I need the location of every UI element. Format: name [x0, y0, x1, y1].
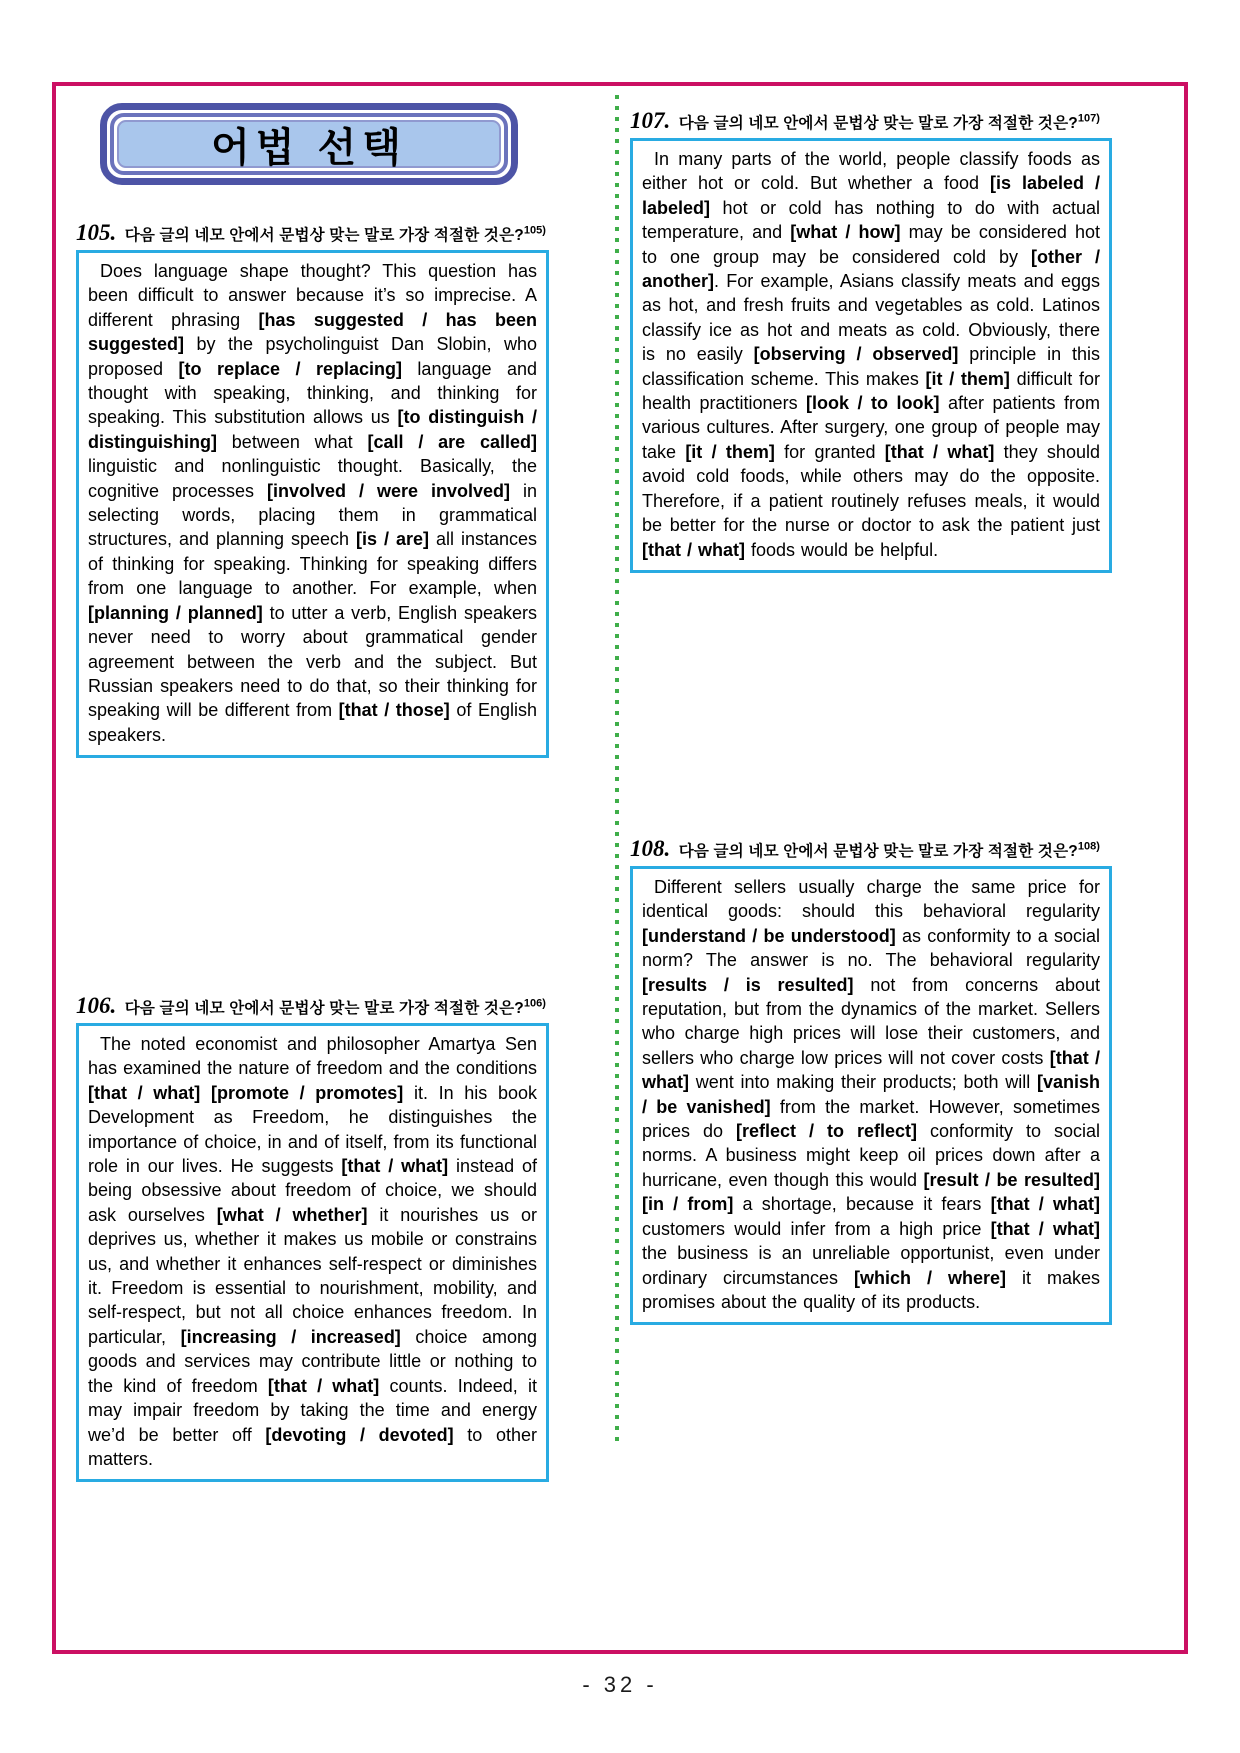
- passage-text: Does language shape thought? This question has been difficult to answer because it’s so imprecise. A different phrasing: [88, 261, 537, 330]
- question-108: [630, 836, 1112, 1325]
- question-106: [76, 993, 549, 1482]
- grammar-choice: [to distinguish / distinguishing]: [88, 407, 537, 452]
- grammar-choice: [that / what]: [884, 441, 995, 462]
- grammar-choice: [other / another]: [642, 246, 1100, 292]
- grammar-choice: [that / what]: [267, 1375, 380, 1396]
- question-header: [76, 993, 549, 1023]
- grammar-choice: [promote / promotes]: [210, 1082, 404, 1103]
- grammar-choice: [result / be resulted]: [923, 1169, 1100, 1190]
- passage-text: it nourishes us or deprives us, whether it makes us mobile or constrains us, and whether it enhances self-respect or diminishes it. Freedom is essential to nourishment, mobility, and self-respect, but not all choice enhances freedom. In particular,: [88, 1204, 537, 1347]
- grammar-choice: [involved / were involved]: [267, 480, 511, 501]
- passage-text: Different sellers usually charge the same price for identical goods: should this behavioral regularity: [642, 877, 1100, 922]
- passage-box: [76, 250, 549, 758]
- passage-text: went into making their products; both will: [689, 1072, 1037, 1093]
- passage-text: after patients from various cultures. After surgery, one group of people may take: [642, 393, 1100, 462]
- passage-text: language and thought with speaking, thinking, and thinking for speaking. This substitution allows us: [88, 358, 537, 428]
- column-divider: [615, 95, 619, 1447]
- grammar-choice: [has suggested / has been suggested]: [88, 309, 538, 355]
- passage-text: principle in this classification scheme. This makes: [642, 344, 1100, 389]
- passage-text: to utter a verb, English speakers never need to worry about grammatical gender agreement between the verb and the subject. But Russian speakers need to do that, so their thinking for speaking will be different from: [88, 602, 537, 721]
- grammar-choice: [what / whether]: [216, 1204, 368, 1225]
- passage-text: not from concerns about reputation, but from the dynamics of the market. Sellers who charge high prices will lose their customers, and sellers who charge low prices will not cover costs: [642, 974, 1101, 1068]
- passage-text: [200, 1083, 211, 1103]
- passage-text: in selecting words, placing them in grammatical structures, and planning speech: [88, 480, 537, 550]
- passage-text: instead of being obsessive about freedom of choice, we should ask ourselves: [88, 1156, 537, 1225]
- passage-text: all instances of thinking for speaking. Thinking for speaking differs from one language to another. For example, when: [88, 529, 538, 599]
- question-number: 108.: [630, 836, 671, 861]
- passage-text: by the psycholinguist Dan Slobin, who proposed: [88, 334, 537, 379]
- page-number: - 32 -: [582, 1672, 658, 1697]
- grammar-choice: [that / what]: [990, 1194, 1100, 1215]
- grammar-choice: [vanish / be vanished]: [642, 1072, 1100, 1117]
- passage-box: [76, 1023, 549, 1482]
- title-box-ring: [110, 113, 508, 175]
- grammar-choice: [understand / be understood]: [642, 925, 896, 946]
- passage-text: foods would be helpful.: [745, 539, 939, 560]
- footnote-ref: 108): [1077, 840, 1100, 853]
- passage-text: a shortage, because it fears: [733, 1194, 991, 1215]
- grammar-choice: [observing / observed]: [753, 344, 959, 365]
- grammar-choice: [that / what]: [642, 539, 745, 560]
- title-box: [100, 103, 518, 185]
- passage-text: conformity to social norms. A business might keep oil prices down after a hurricane, even though this would: [642, 1121, 1100, 1190]
- passage-text: difficult for health practitioners: [642, 368, 1100, 414]
- passage-text: counts. Indeed, it may impair freedom by taking the time and energy we’d be better off: [88, 1375, 537, 1445]
- question-number: 105.: [76, 220, 117, 245]
- passage-text: to other matters.: [88, 1424, 537, 1469]
- grammar-choice: [to replace / replacing]: [178, 358, 402, 379]
- passage-text: customers would infer from a high price: [642, 1218, 991, 1239]
- passage-box: [630, 138, 1112, 573]
- grammar-choice: [planning / planned]: [88, 602, 263, 623]
- passage-text: may be considered hot to one group may be considered cold by: [642, 222, 1100, 267]
- passage-text: . For example, Asians classify meats and eggs as hot, and fresh fruits and vegetables as cold. Latinos classify ice as hot and meats as cold. Obviously, there is no easily: [642, 271, 1100, 365]
- question-number: 107.: [630, 108, 671, 133]
- grammar-choice: [which / where]: [854, 1267, 1007, 1288]
- footnote-ref: 106): [523, 997, 546, 1010]
- question-header: [76, 220, 549, 250]
- passage-text: it makes promises about the quality of its products.: [642, 1267, 1100, 1312]
- passage-box: [630, 866, 1112, 1325]
- grammar-choice: [it / them]: [685, 441, 775, 462]
- grammar-choice: [in / from]: [642, 1194, 734, 1215]
- question-prompt: 다음 글의 네모 안에서 문법상 맞는 말로 가장 적절한 것은?: [678, 843, 1078, 860]
- grammar-choice: [is / are]: [356, 529, 430, 550]
- passage-text: they should avoid cold foods, while others may do the opposite. Therefore, if a patient routinely refuses meals, it would be better for the nurse or doctor to ask the patient just: [642, 441, 1100, 536]
- question-107: [630, 108, 1112, 573]
- grammar-choice: [that / what]: [642, 1047, 1100, 1093]
- grammar-choice: [results / is resulted]: [642, 974, 854, 995]
- passage-text: of English speakers.: [88, 700, 537, 745]
- grammar-choice: [look / to look]: [806, 393, 940, 414]
- passage-text: as conformity to a social norm? The answer is no. The behavioral regularity: [642, 925, 1100, 971]
- grammar-choice: [increasing / increased]: [180, 1326, 401, 1347]
- question-105: [76, 220, 549, 758]
- question-header: [630, 108, 1112, 138]
- question-header: [630, 836, 1112, 866]
- passage-text: hot or cold has nothing to do with actual temperature, and: [642, 197, 1100, 243]
- question-prompt: 다음 글의 네모 안에서 문법상 맞는 말로 가장 적절한 것은?: [124, 1000, 524, 1017]
- grammar-choice: [that / what]: [341, 1156, 449, 1177]
- footnote-ref: 107): [1077, 112, 1100, 125]
- passage-text: In many parts of the world, people classify foods as either hot or cold. But whether a food: [642, 149, 1100, 194]
- passage-text: linguistic and nonlinguistic thought. Basically, the cognitive processes: [88, 456, 537, 501]
- passage-text: the business is an unreliable opportunist, even under ordinary circumstances: [642, 1243, 1100, 1288]
- grammar-choice: [devoting / devoted]: [265, 1424, 454, 1445]
- grammar-choice: [reflect / to reflect]: [736, 1121, 917, 1142]
- grammar-choice: [it / them]: [925, 368, 1010, 389]
- grammar-choice: [what / how]: [790, 222, 901, 243]
- question-prompt: 다음 글의 네모 안에서 문법상 맞는 말로 가장 적절한 것은?: [678, 115, 1078, 132]
- grammar-choice: [that / what]: [88, 1082, 201, 1103]
- grammar-choice: [is labeled / labeled]: [642, 173, 1100, 218]
- grammar-choice: [that / those]: [338, 700, 450, 721]
- grammar-choice: [call / are called]: [367, 431, 538, 452]
- footnote-ref: 105): [523, 224, 546, 237]
- passage-text: between what: [216, 431, 368, 452]
- question-number: 106.: [76, 993, 117, 1018]
- page-title: 어법 선택: [211, 125, 407, 170]
- passage-text: The noted economist and philosopher Amartya Sen has examined the nature of freedom and the conditions: [88, 1034, 537, 1079]
- passage-text: for granted: [774, 441, 885, 462]
- passage-text: choice among goods and services may contribute little or nothing to the kind of freedom: [88, 1326, 538, 1396]
- question-prompt: 다음 글의 네모 안에서 문법상 맞는 말로 가장 적절한 것은?: [124, 227, 524, 244]
- title-box-fill: [117, 120, 501, 168]
- grammar-choice: [that / what]: [990, 1218, 1100, 1239]
- passage-text: from the market. However, sometimes prices do: [642, 1096, 1100, 1142]
- passage-text: it. In his book Development as Freedom, he distinguishes the importance of choice, in and of itself, from its functional role in our lives. He suggests: [88, 1082, 537, 1177]
